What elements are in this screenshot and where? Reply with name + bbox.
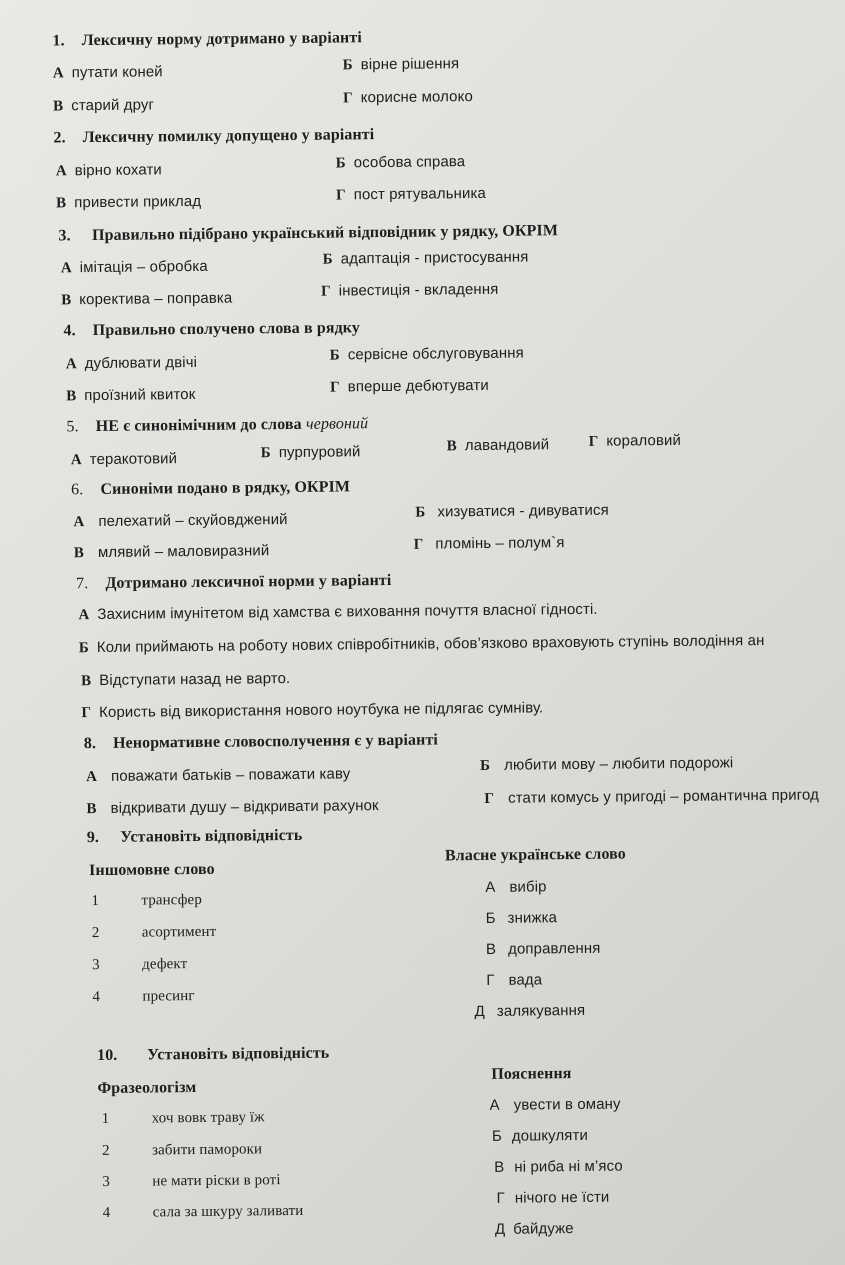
q5-option-d[interactable]: Г кораловий [588, 431, 682, 450]
q8-option-a[interactable]: А поважати батьків – поважати каву [86, 765, 351, 786]
q4-option-d[interactable]: Г вперше дебютувати [329, 376, 489, 396]
q4-option-c[interactable]: В проїзний квиток [66, 385, 196, 405]
q10-left-header: Фразеологізм [97, 1079, 197, 1098]
question-2: 2. Лексичну помилку допущено у варіанті [53, 126, 375, 147]
q5-option-a[interactable]: А теракотовий [70, 450, 178, 469]
q4-option-b[interactable]: Б сервісне обслуговування [329, 344, 524, 364]
q2-option-c[interactable]: В привести приклад [56, 192, 202, 212]
question-7: 7. Дотримано лексичної норми у варіанті [76, 571, 392, 593]
q10-left-item: 4 сала за шкуру заливати [102, 1202, 304, 1221]
q10-left-item: 3 не мати ріски в роті [102, 1172, 281, 1190]
q10-right-header: Пояснення [491, 1065, 572, 1083]
q3-option-d[interactable]: Г інвестиція - вкладення [320, 280, 499, 300]
q9-left-item: 1 трансфер [91, 891, 202, 910]
q3-option-b[interactable]: Б адаптація - пристосування [322, 248, 529, 268]
q9-right-item: А вибір [485, 878, 547, 896]
question-6: 6. Синоніми подано в рядку, ОКРІМ [71, 478, 351, 499]
q9-left-item: 4 пресинг [92, 988, 195, 1006]
q3-option-a[interactable]: А імітація – обробка [60, 257, 208, 277]
q10-right-item: В ні риба ні м’ясо [494, 1157, 623, 1176]
q9-left-item: 3 дефект [92, 956, 188, 974]
q10-left-item: 2 забити памороки [101, 1141, 263, 1159]
q7-option-b[interactable]: Б Коли приймають на роботу нових співробітників, обов’язково враховують ступінь володіння ан [78, 632, 765, 657]
q7-option-d[interactable]: Г Користь від використання нового ноутбука не підлягає сумніву. [81, 699, 544, 722]
q5-option-b[interactable]: Б пурпуровий [260, 443, 361, 462]
q10-right-item: Д байдуже [494, 1220, 574, 1238]
q2-option-b[interactable]: Б особова справа [335, 153, 466, 172]
q2-option-d[interactable]: Г пост рятувальника [335, 184, 486, 204]
q1-option-b[interactable]: Б вірне рішення [342, 55, 460, 74]
q1-option-d[interactable]: Г корисне молоко [342, 88, 473, 107]
q3-option-c[interactable]: В коректива – поправка [61, 289, 233, 309]
q10-right-item: Б дошкуляти [491, 1126, 589, 1145]
q9-right-item: Б знижка [485, 909, 558, 927]
q10-right-item: А увести в оману [489, 1095, 621, 1114]
q10-left-item: 1 хоч вовк траву їж [101, 1109, 265, 1127]
q9-right-item: В доправлення [485, 939, 601, 958]
q9-right-item: Г вада [486, 971, 543, 989]
q7-option-c[interactable]: В Відступати назад не варто. [81, 669, 291, 690]
q1-option-c[interactable]: В старий друг [53, 96, 155, 115]
q9-right-item: Д залякування [474, 1001, 586, 1021]
question-3: 3. Правильно підібрано український відповідник у рядку, ОКРІМ [58, 222, 559, 245]
q6-option-d[interactable]: Г пломінь – полум`я [413, 534, 565, 553]
q5-option-c[interactable]: В лавандовий [446, 436, 550, 455]
q9-right-header: Власне українське слово [444, 845, 626, 865]
header-fragment [468, 0, 529, 1]
q10-right-item: Г нічого не їсти [496, 1188, 610, 1207]
question-9: 9. Установіть відповідність [86, 826, 303, 847]
q9-left-item: 2 асортимент [91, 923, 217, 942]
q6-option-c[interactable]: В млявий – маловиразний [73, 542, 270, 562]
question-5: 5. НЕ є синонімічним до слова червоний [66, 415, 369, 436]
q4-option-a[interactable]: А дублювати двічі [65, 353, 198, 373]
q8-option-b[interactable]: Б любити мову – любити подорожі [479, 754, 734, 775]
question-1: 1. Лексичну норму дотримано у варіанті [52, 29, 362, 50]
q8-option-c[interactable]: В відкривати душу – відкривати рахунок [86, 797, 379, 818]
q1-option-a[interactable]: А путати коней [52, 63, 163, 82]
q2-option-a[interactable]: А вірно кохати [55, 161, 162, 180]
question-10: 10. Установіть відповідність [96, 1044, 330, 1065]
q9-left-header: Іншомовне слово [89, 860, 215, 880]
q8-option-d[interactable]: Г стати комусь у пригоді – романтична пригод [484, 786, 819, 807]
question-8: 8. Ненормативне словосполучення є у варіанті [83, 731, 439, 753]
q6-option-b[interactable]: Б хизуватися - дивуватися [415, 501, 609, 521]
q7-option-a[interactable]: А Захисним імунітетом від хамства є виховання почуття власної гідності. [78, 600, 598, 624]
question-4: 4. Правильно сполучено слова в рядку [63, 319, 361, 340]
q6-option-a[interactable]: А пелехатий – скуйовджений [73, 511, 288, 531]
